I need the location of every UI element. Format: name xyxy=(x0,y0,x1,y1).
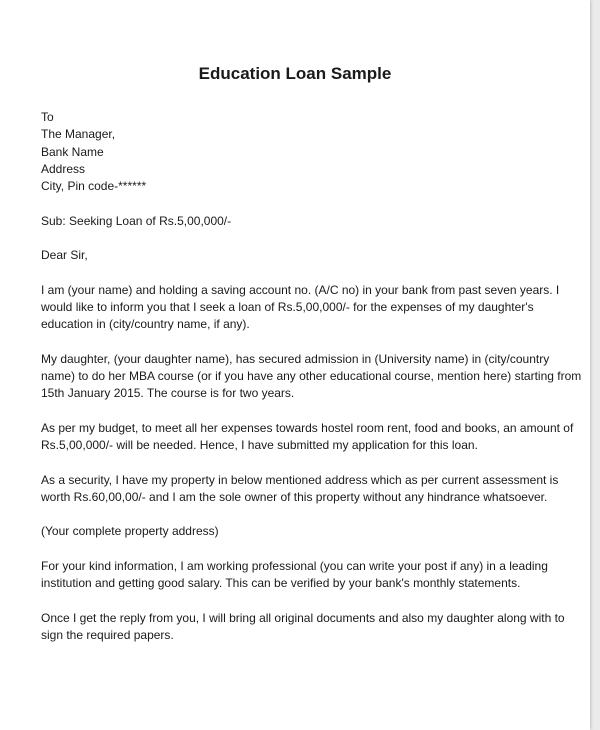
paragraph-line: would like to inform you that I seek a loan of Rs.5,00,000/- for the expenses of my daughter's xyxy=(41,299,534,314)
paragraph-line: My daughter, (your daughter name), has secured admission in (University name) in (city/country xyxy=(41,351,550,366)
paragraph-line: institution and getting good salary. This can be verified by your bank's monthly statements. xyxy=(41,576,521,591)
recipient-line: To xyxy=(41,110,54,124)
paragraph-line: Once I get the reply from you, I will bring all original documents and also my daughter along with to xyxy=(41,610,565,625)
paragraph-line: For your kind information, I am working professional (you can write your post if any) in a leading xyxy=(41,558,548,573)
letter-body xyxy=(41,109,582,661)
paragraph-line: (Your complete property address) xyxy=(41,524,219,539)
recipient-line: Bank Name xyxy=(41,144,104,159)
paragraph-line: I am (your name) and holding a saving account no. (A/C no) in your bank from past seven years. I xyxy=(41,282,560,297)
paragraph xyxy=(41,420,574,455)
paragraph-line: 15th January 2015. The course is for two years. xyxy=(41,386,295,401)
paragraph-line: worth Rs.60,00,00/- and I am the sole owner of this property without any hindrance whatsoever. xyxy=(41,489,548,504)
paragraph xyxy=(41,558,548,593)
paragraph-line: As per my budget, to meet all her expenses towards hostel room rent, food and books, an amount of xyxy=(41,420,574,435)
recipient-line: The Manager, xyxy=(41,127,116,142)
recipient-line: Address xyxy=(41,161,86,176)
paragraph xyxy=(41,472,559,507)
subject-line: Sub: Seeking Loan of Rs.5,00,000/- xyxy=(41,213,232,228)
paragraph-line: name) to do her MBA course (or if you have any other educational course, mention here) starting from xyxy=(41,369,582,384)
paragraph-line: As a security, I have my property in below mentioned address which as per current assessment is xyxy=(41,472,559,487)
salutation: Dear Sir, xyxy=(41,248,88,263)
paragraph-line: education in (city/country name, if any). xyxy=(41,317,250,332)
recipient-line: City, Pin code-****** xyxy=(41,179,147,194)
document-title: Education Loan Sample xyxy=(198,64,392,83)
recipient-address xyxy=(41,109,529,195)
property-address-placeholder xyxy=(41,523,529,540)
paragraph-line: sign the required papers. xyxy=(41,627,174,642)
paragraph xyxy=(41,282,560,334)
paragraph xyxy=(41,610,565,645)
paragraph xyxy=(41,351,582,403)
paragraph-line: Rs.5,00,000/- will be needed. Hence, I have submitted my application for this loan. xyxy=(41,438,478,453)
